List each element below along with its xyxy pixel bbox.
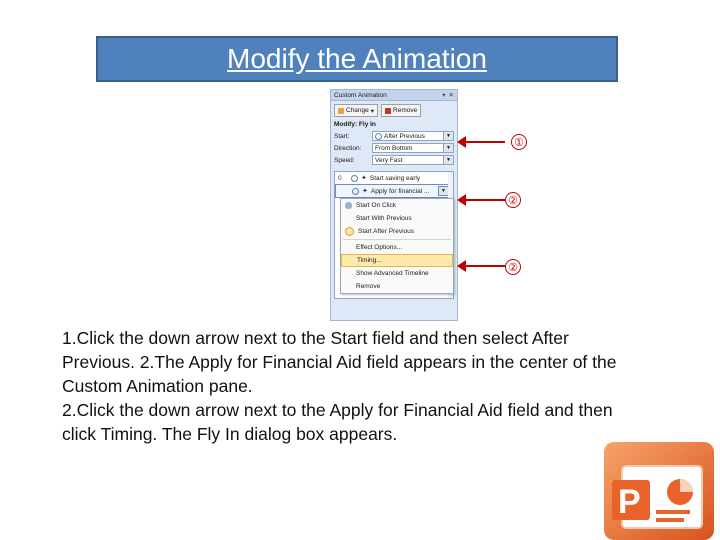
list-item[interactable] <box>335 172 453 184</box>
speed-value: Very Fast <box>375 156 403 164</box>
menu-item-label: Remove <box>356 283 381 290</box>
pane-header <box>331 90 457 101</box>
context-menu <box>340 198 454 294</box>
slide-title: Modify the Animation <box>227 43 487 74</box>
powerpoint-logo-icon <box>600 436 718 540</box>
callout-1: ① <box>511 134 527 150</box>
start-value: After Previous <box>384 132 425 140</box>
menu-item-start-with-previous[interactable] <box>341 212 453 225</box>
speed-dropdown-arrow-icon[interactable]: ▼ <box>443 156 453 164</box>
menu-item-label: Show Advanced Timeline <box>356 270 429 277</box>
menu-separator <box>343 239 451 240</box>
pane-toolbar <box>331 101 457 120</box>
blank-icon <box>345 283 352 290</box>
list-item-label: Start saving early <box>369 174 421 182</box>
menu-item-show-advanced-timeline[interactable] <box>341 267 453 280</box>
svg-text:P: P <box>618 483 641 521</box>
close-icon[interactable]: ✕ <box>448 92 454 99</box>
item-dropdown-arrow-icon[interactable]: ▼ <box>438 186 449 196</box>
direction-label: Direction: <box>334 144 362 152</box>
arrow-left-icon <box>465 199 505 201</box>
speed-label: Speed: <box>334 156 355 164</box>
menu-item-remove[interactable] <box>341 280 453 293</box>
menu-item-effect-options[interactable] <box>341 241 453 254</box>
pane-controls <box>442 91 454 99</box>
menu-item-label: Start After Previous <box>358 228 414 235</box>
menu-item-start-after-previous[interactable] <box>341 225 453 238</box>
menu-item-label: Start With Previous <box>356 215 412 222</box>
slide-title-banner <box>96 36 618 82</box>
modify-label: Modify: Fly In <box>334 121 376 128</box>
blank-icon <box>345 270 352 277</box>
remove-icon <box>385 108 391 114</box>
speed-row <box>331 154 457 166</box>
clock-icon <box>352 188 359 195</box>
animation-list <box>334 171 454 299</box>
callout-3: ② <box>505 259 521 275</box>
direction-select[interactable] <box>372 143 454 153</box>
menu-item-label: Timing... <box>357 257 382 264</box>
change-button[interactable] <box>334 104 378 117</box>
menu-item-timing[interactable] <box>341 254 453 267</box>
instruction-paragraph-1: 1.Click the down arrow next to the Start field and then select After Previous. 2.The Apply for Financial Aid field appears in the center of the Custom Animation pane. <box>62 328 617 396</box>
direction-value: From Bottom <box>375 144 413 152</box>
star-animation-icon: ✦ <box>361 175 367 182</box>
blank-icon <box>345 215 352 222</box>
star-animation-icon: ✦ <box>362 188 368 195</box>
callout-2: ② <box>505 192 521 208</box>
blank-icon <box>345 244 352 251</box>
arrow-left-icon <box>465 141 505 143</box>
slide-body-text <box>62 326 622 446</box>
menu-item-start-on-click[interactable] <box>341 199 453 212</box>
mouse-icon <box>345 202 352 209</box>
star-animation-icon <box>338 108 344 114</box>
direction-dropdown-arrow-icon[interactable]: ▼ <box>443 144 453 152</box>
start-dropdown-arrow-icon[interactable]: ▼ <box>443 132 453 140</box>
blank-icon <box>346 257 353 264</box>
start-row <box>331 130 457 142</box>
list-item-number: 0 <box>338 174 342 182</box>
instruction-paragraph-2: 2.Click the down arrow next to the Apply for Financial Aid field and then click Timing. The Fly In dialog box appears. <box>62 400 613 444</box>
clock-icon <box>351 175 358 182</box>
menu-item-label: Effect Options... <box>356 244 403 251</box>
start-label: Start: <box>334 132 350 140</box>
pane-title: Custom Animation <box>334 91 387 99</box>
pane-menu-icon[interactable]: ▾ <box>442 92 446 99</box>
remove-button[interactable] <box>381 104 421 117</box>
direction-row <box>331 142 457 154</box>
chevron-down-icon: ▾ <box>370 107 375 115</box>
menu-item-label: Start On Click <box>356 202 397 209</box>
remove-button-label: Remove <box>393 107 418 114</box>
list-item[interactable] <box>335 184 453 198</box>
speed-select[interactable] <box>372 155 454 165</box>
clock-icon <box>345 227 354 236</box>
custom-animation-pane <box>330 89 458 321</box>
change-button-label: Change <box>346 107 369 114</box>
clock-icon <box>375 133 382 140</box>
start-select[interactable] <box>372 131 454 141</box>
arrow-left-icon <box>465 265 505 267</box>
list-item-label: Apply for financial ... <box>370 187 430 195</box>
